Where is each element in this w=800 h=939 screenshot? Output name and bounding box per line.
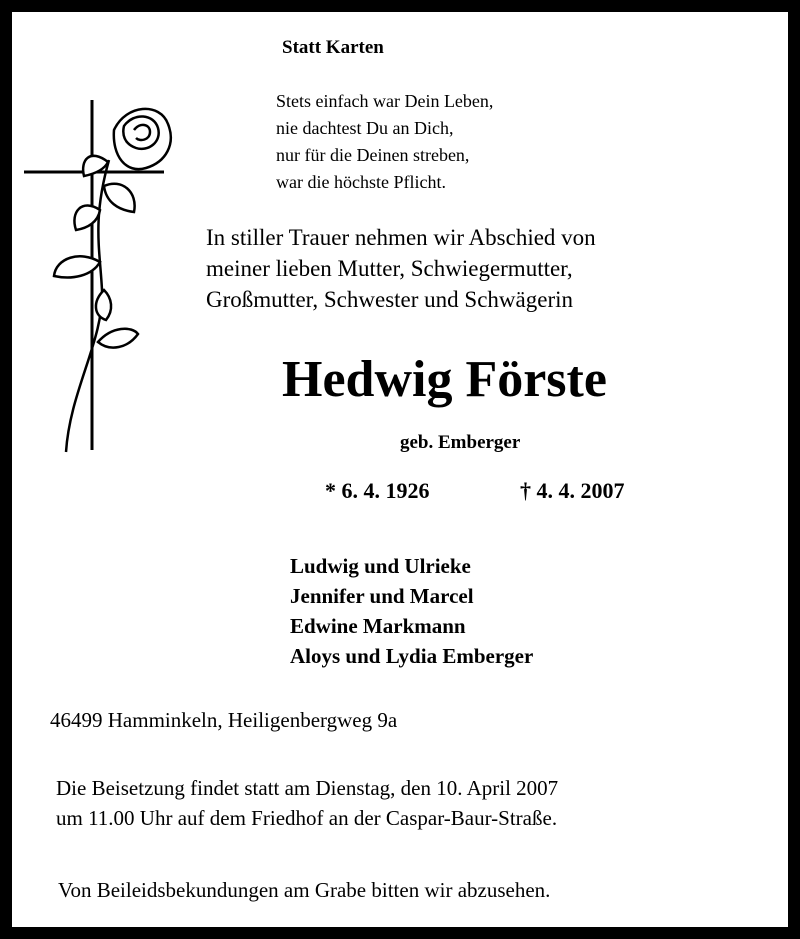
header-title: Statt Karten xyxy=(282,37,384,58)
poem-line: Stets einfach war Dein Leben, xyxy=(276,91,494,111)
poem-line: nie dachtest Du an Dich, xyxy=(276,118,454,138)
funeral-line: um 11.00 Uhr auf dem Friedhof an der Caspar-Baur-Straße. xyxy=(56,806,558,830)
maiden-name: geb. Emberger xyxy=(400,432,521,453)
poem-line: nur für die Deinen streben, xyxy=(276,145,470,165)
poem-line: war die höchste Pflicht. xyxy=(276,172,446,192)
mourner-name: Aloys und Lydia Emberger xyxy=(290,644,534,668)
mourner-name: Jennifer und Marcel xyxy=(290,584,474,608)
closing-note: Von Beileidsbekundungen am Grabe bitten wir abzusehen. xyxy=(58,878,551,902)
deceased-name: Hedwig Förste xyxy=(282,351,607,408)
death-date: † 4. 4. 2007 xyxy=(520,478,625,503)
intro-line: In stiller Trauer nehmen wir Abschied von xyxy=(206,225,596,250)
address: 46499 Hamminkeln, Heiligenbergweg 9a xyxy=(50,708,398,732)
birth-date: * 6. 4. 1926 xyxy=(325,478,430,503)
intro-line: Großmutter, Schwester und Schwägerin xyxy=(206,287,573,312)
mourner-name: Ludwig und Ulrieke xyxy=(290,554,471,578)
funeral-line: Die Beisetzung findet statt am Dienstag, den 10. April 2007 xyxy=(56,776,559,800)
cross-with-rose-icon xyxy=(14,90,194,460)
mourner-name: Edwine Markmann xyxy=(290,614,466,638)
intro-line: meiner lieben Mutter, Schwiegermutter, xyxy=(206,256,573,281)
